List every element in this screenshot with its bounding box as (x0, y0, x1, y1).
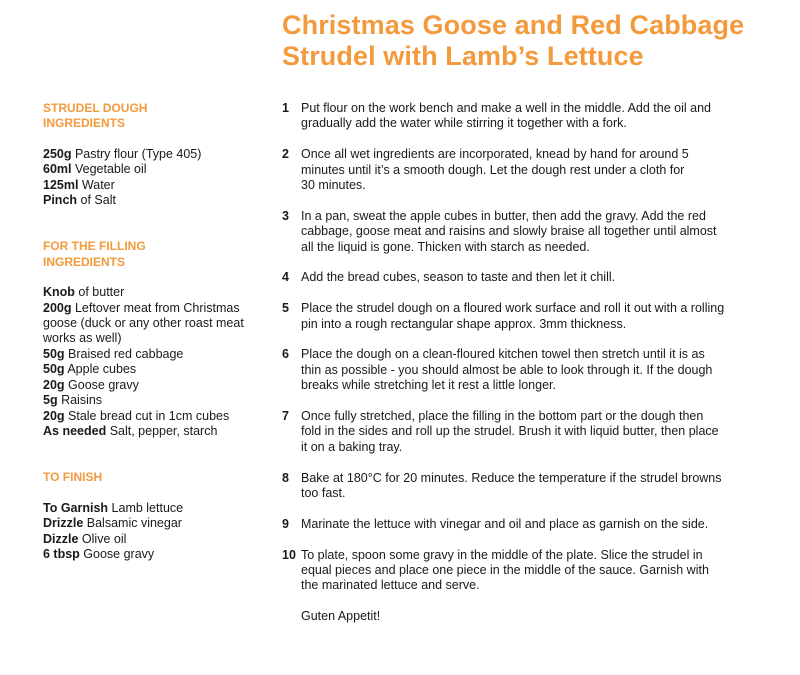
ingredient-item (43, 162, 263, 177)
ingredient-list (43, 501, 263, 563)
ingredient-text: Salt, pepper, starch (106, 423, 218, 438)
ingredient-quantity: As needed (43, 423, 107, 438)
ingredient-text: Apple cubes (64, 362, 137, 377)
step-text-line: Add the bread cubes, season to taste and then let it chill. (301, 270, 616, 285)
ingredient-text: works as well) (43, 331, 122, 346)
step-text-line: Place the dough on a clean-floured kitchen towel then stretch until it is as (301, 347, 705, 362)
step-text (301, 270, 752, 285)
ingredient-quantity: 250g (43, 146, 72, 161)
step-text-line: Marinate the lettuce with vinegar and oil and place as garnish on the side. (301, 516, 709, 531)
to-finish-ingredients (43, 470, 263, 562)
ingredient-item (43, 285, 263, 300)
step-1 (282, 101, 752, 132)
step-number: 3 (282, 208, 289, 223)
ingredient-quantity: 60ml (43, 162, 72, 177)
step-text-line: To plate, spoon some gravy in the middle of the plate. Slice the strudel in (301, 547, 703, 562)
ingredient-text: goose (duck or any other roast meat (43, 316, 244, 331)
closing-note: Guten Appetit! (301, 609, 381, 624)
ingredient-item (43, 516, 263, 531)
section-heading-line: STRUDEL DOUGH (43, 101, 148, 115)
step-text-line: Put flour on the work bench and make a well in the middle. Add the oil and (301, 101, 711, 115)
ingredient-text: of butter (74, 285, 125, 300)
section-heading (43, 470, 263, 485)
step-text-line: minutes until it’s a smooth dough. Let the dough rest under a cloth for (301, 162, 685, 177)
step-number: 7 (282, 409, 289, 424)
ingredient-text: of Salt (77, 193, 116, 208)
ingredient-item (43, 147, 263, 162)
step-number: 8 (282, 470, 289, 485)
ingredient-quantity: 6 tbsp (43, 546, 80, 561)
step-2 (282, 147, 752, 193)
step-text-line: Once all wet ingredients are incorporated, knead by hand for around 5 (301, 147, 689, 162)
ingredient-text: Vegetable oil (71, 162, 147, 177)
step-text (301, 548, 752, 594)
step-text-line: Place the strudel dough on a floured work surface and roll it out with a rolling (301, 301, 725, 316)
step-number: 4 (282, 270, 289, 285)
section-heading-line: INGREDIENTS (43, 254, 126, 269)
step-5 (282, 301, 752, 332)
ingredient-item (43, 331, 263, 346)
ingredient-quantity: 200g (43, 300, 72, 315)
step-4 (282, 270, 752, 285)
ingredient-item (43, 501, 263, 516)
step-number: 6 (282, 347, 289, 362)
ingredient-item (43, 378, 263, 393)
step-text (301, 209, 752, 255)
step-3 (282, 209, 752, 255)
step-text-line: equal pieces and place one piece in the middle of the sauce. Garnish with (301, 563, 709, 578)
step-text (301, 101, 752, 132)
ingredient-quantity: 50g (43, 346, 65, 361)
step-text-line: Bake at 180°C for 20 minutes. Reduce the temperature if the strudel browns (301, 470, 722, 485)
step-text-line: breaks while stretching let it rest a little longer. (301, 378, 556, 393)
step-text-line: Once fully stretched, place the filling in the bottom part or the dough then (301, 409, 704, 424)
ingredient-quantity: Dizzle (43, 531, 79, 546)
ingredient-quantity: Drizzle (43, 516, 84, 531)
step-text (301, 409, 752, 455)
ingredient-quantity: To Garnish (43, 500, 109, 515)
ingredient-quantity: 5g (43, 393, 58, 408)
ingredient-text: Water (78, 177, 115, 192)
filling-ingredients (43, 239, 263, 439)
ingredient-item (43, 409, 263, 424)
ingredient-text: Leftover meat from Christmas (71, 300, 240, 315)
ingredient-text: Braised red cabbage (64, 346, 184, 361)
section-heading (43, 239, 263, 270)
step-number: 5 (282, 301, 289, 316)
ingredient-quantity: 20g (43, 408, 65, 423)
ingredient-list (43, 285, 263, 439)
ingredient-item (43, 547, 263, 562)
recipe-title-line-2: Strudel with Lamb’s Lettuce (282, 41, 644, 71)
ingredient-item (43, 316, 263, 331)
ingredient-text: Balsamic vinegar (83, 516, 182, 531)
step-6 (282, 347, 752, 393)
step-text (301, 517, 752, 532)
ingredient-item (43, 347, 263, 362)
step-text-line: fold in the sides and roll up the strudel. Brush it with liquid butter, then place (301, 424, 719, 439)
step-10 (282, 548, 752, 594)
ingredient-item (43, 178, 263, 193)
step-text (301, 301, 752, 332)
step-number: 1 (282, 101, 289, 115)
ingredient-item (43, 362, 263, 377)
step-7 (282, 409, 752, 455)
ingredient-list (43, 147, 263, 209)
step-text-line: cabbage, goose meat and raisins and slowly braise all together until almost (301, 224, 717, 239)
step-text-line: it on a baking tray. (301, 439, 403, 454)
ingredient-quantity: 20g (43, 377, 65, 392)
step-text-line: pin into a rough rectangular shape approx. 3mm thickness. (301, 316, 627, 331)
step-text-line: too fast. (301, 486, 346, 501)
step-text-line: gradually add the water while stirring it together with a fork. (301, 116, 627, 131)
step-text-line: thin as possible - you should almost be able to look through it. If the dough (301, 362, 713, 377)
ingredient-text: Olive oil (78, 531, 127, 546)
ingredient-quantity: Knob (43, 285, 75, 300)
ingredient-text: Lamb lettuce (108, 500, 184, 515)
strudel-dough-ingredients (43, 101, 263, 208)
step-number: 9 (282, 516, 289, 531)
section-heading-line: TO FINISH (43, 470, 103, 485)
section-heading-line: INGREDIENTS (43, 116, 126, 131)
recipe-title (282, 10, 782, 72)
step-text (301, 471, 752, 502)
ingredient-item (43, 532, 263, 547)
step-9 (282, 517, 752, 532)
step-text-line: the marinated lettuce and serve. (301, 578, 480, 593)
recipe-title-line-1: Christmas Goose and Red Cabbage (282, 10, 745, 40)
ingredient-text: Stale bread cut in 1cm cubes (64, 408, 230, 423)
ingredient-text: Goose gravy (64, 377, 139, 392)
section-heading-line: FOR THE FILLING (43, 239, 146, 254)
step-text-line: 30 minutes. (301, 178, 366, 193)
ingredient-text: Goose gravy (79, 546, 155, 561)
step-text-line: In a pan, sweat the apple cubes in butter, then add the gravy. Add the red (301, 208, 706, 223)
ingredients-column (43, 101, 263, 562)
ingredient-text: Pastry flour (Type 405) (71, 146, 202, 161)
ingredient-quantity: Pinch (43, 193, 78, 208)
ingredient-item (43, 301, 263, 316)
step-number: 2 (282, 147, 289, 162)
ingredient-quantity: 125ml (43, 177, 79, 192)
step-number: 10 (282, 547, 296, 562)
ingredient-item (43, 393, 263, 408)
section-heading (43, 101, 263, 132)
ingredient-item (43, 193, 263, 208)
ingredient-quantity: 50g (43, 362, 65, 377)
ingredient-text: Raisins (57, 393, 103, 408)
ingredient-item (43, 424, 263, 439)
step-8 (282, 471, 752, 502)
step-text (301, 147, 752, 193)
step-text (301, 347, 752, 393)
method-steps (282, 101, 752, 625)
step-text-line: all the liquid is gone. Thicken with starch as needed. (301, 239, 590, 254)
